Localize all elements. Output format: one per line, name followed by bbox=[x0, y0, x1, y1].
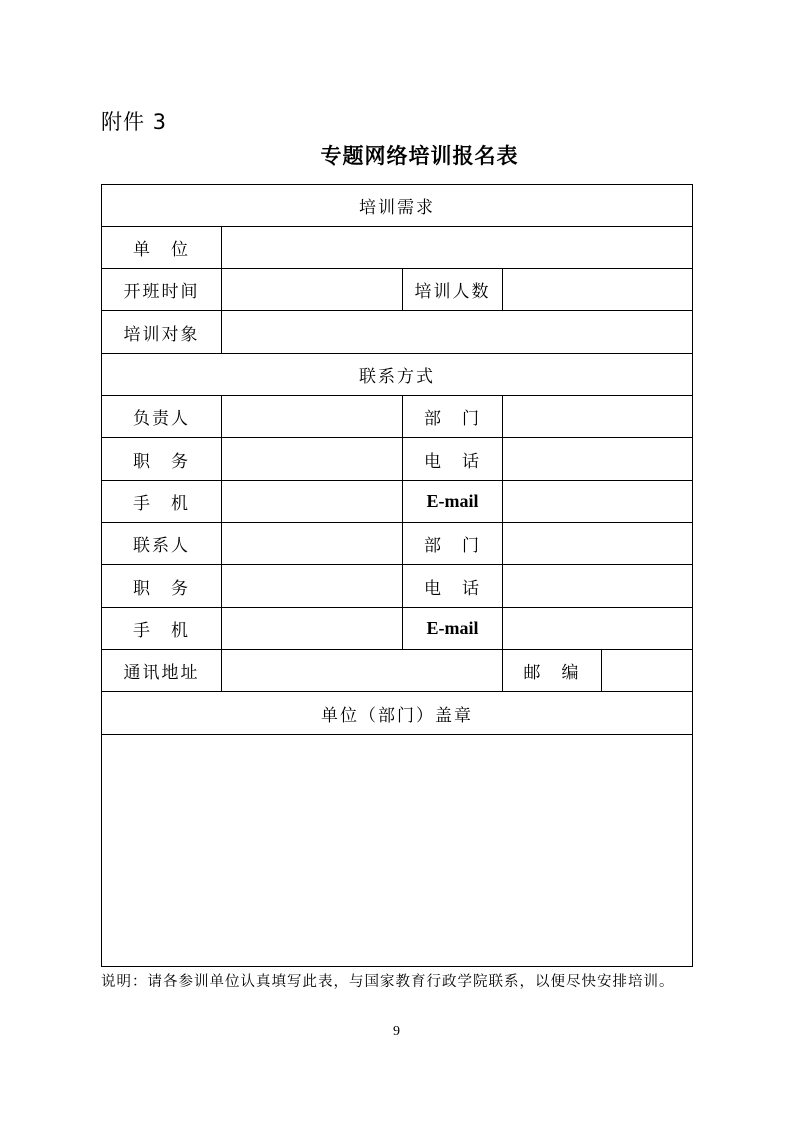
person-in-charge-label: 负责人 bbox=[102, 396, 222, 438]
phone-label: 电 话 bbox=[403, 438, 503, 481]
contact-phone-field[interactable] bbox=[503, 565, 692, 608]
mobile-label: 手 机 bbox=[102, 481, 222, 523]
start-time-label: 开班时间 bbox=[102, 269, 222, 311]
contact-person-label: 联系人 bbox=[102, 523, 222, 565]
form-note: 说明：请各参训单位认真填写此表，与国家教育行政学院联系，以便尽快安排培训。 bbox=[101, 974, 675, 990]
address-label: 通讯地址 bbox=[102, 650, 222, 692]
unit-label: 单 位 bbox=[102, 227, 222, 269]
contact-email-label: E-mail bbox=[403, 608, 503, 650]
contact-mobile-field[interactable] bbox=[222, 608, 403, 650]
registration-form bbox=[101, 184, 693, 967]
phone-field[interactable] bbox=[503, 438, 692, 481]
start-time-field[interactable] bbox=[222, 269, 403, 311]
department-label: 部 门 bbox=[403, 396, 503, 438]
attachment-label: 附件 3 bbox=[101, 110, 168, 134]
trainee-count-label: 培训人数 bbox=[403, 269, 503, 311]
contact-mobile-label: 手 机 bbox=[102, 608, 222, 650]
position-label: 职 务 bbox=[102, 438, 222, 481]
email-field[interactable] bbox=[503, 481, 692, 523]
unit-field[interactable] bbox=[222, 227, 692, 269]
contact-person-field[interactable] bbox=[222, 523, 403, 565]
email-label: E-mail bbox=[403, 481, 503, 523]
department-field[interactable] bbox=[503, 396, 692, 438]
postcode-field[interactable] bbox=[602, 650, 692, 692]
trainee-target-field[interactable] bbox=[222, 311, 692, 354]
section-seal-header: 单位（部门）盖章 bbox=[102, 692, 692, 735]
contact-position-field[interactable] bbox=[222, 565, 403, 608]
contact-department-field[interactable] bbox=[503, 523, 692, 565]
page-number: 9 bbox=[393, 1024, 400, 1039]
postcode-label: 邮 编 bbox=[503, 650, 602, 692]
position-field[interactable] bbox=[222, 438, 403, 481]
person-in-charge-field[interactable] bbox=[222, 396, 403, 438]
contact-department-label: 部 门 bbox=[403, 523, 503, 565]
contact-email-field[interactable] bbox=[503, 608, 692, 650]
contact-phone-label: 电 话 bbox=[403, 565, 503, 608]
mobile-field[interactable] bbox=[222, 481, 403, 523]
contact-position-label: 职 务 bbox=[102, 565, 222, 608]
trainee-target-label: 培训对象 bbox=[102, 311, 222, 354]
trainee-count-field[interactable] bbox=[503, 269, 692, 311]
section-training-header: 培训需求 bbox=[102, 185, 692, 227]
address-field[interactable] bbox=[222, 650, 503, 692]
seal-area[interactable] bbox=[102, 735, 692, 966]
section-contact-header: 联系方式 bbox=[102, 354, 692, 396]
form-title: 专题网络培训报名表 bbox=[320, 143, 519, 168]
